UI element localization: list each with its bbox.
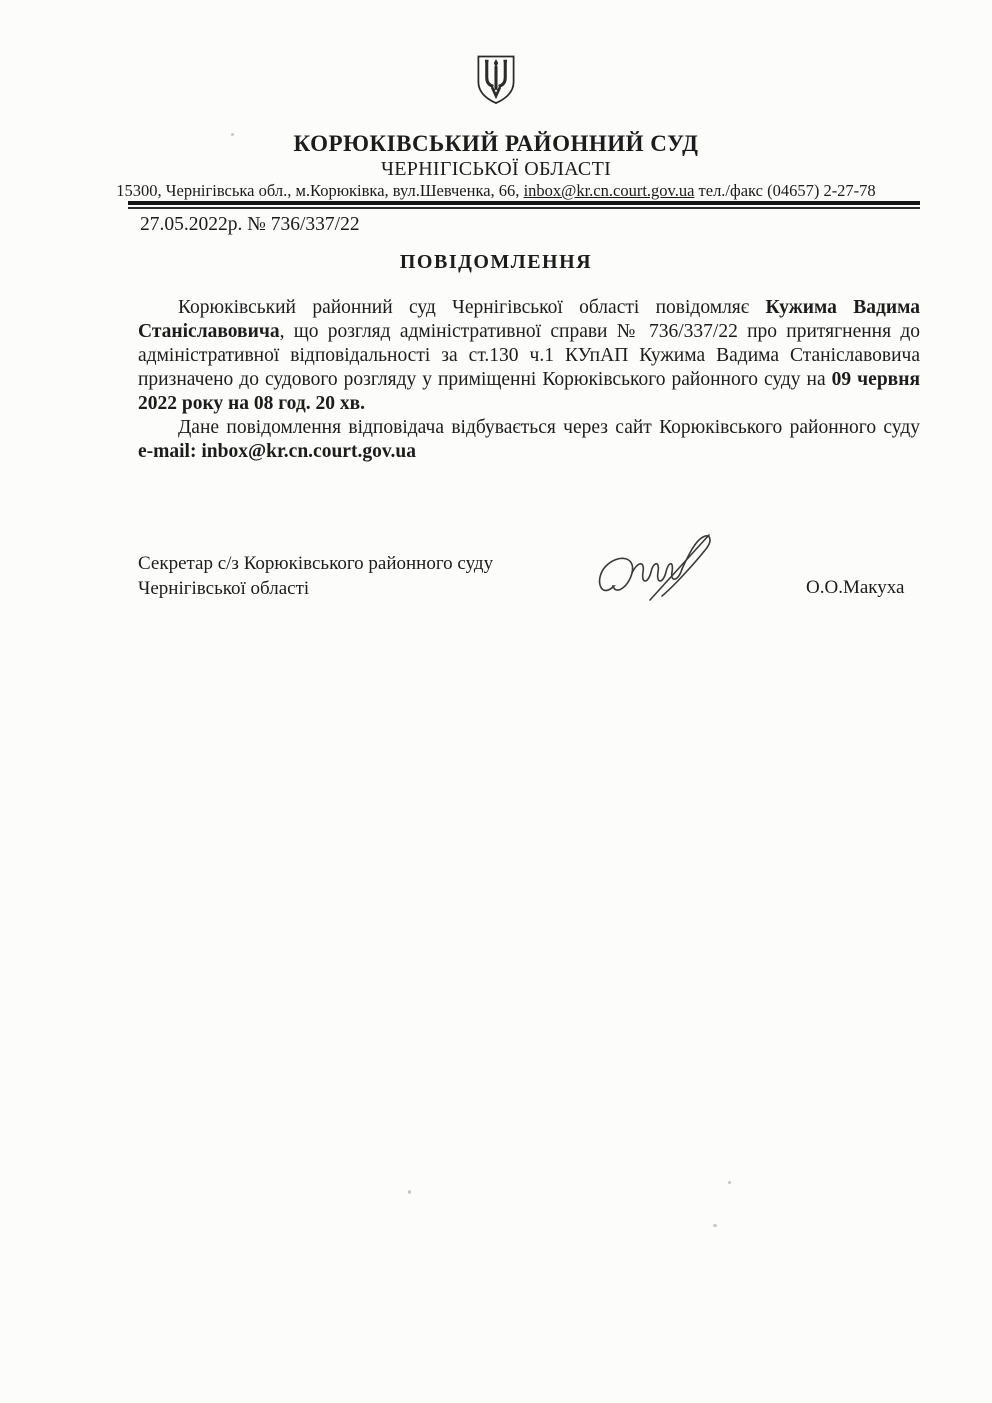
scan-speck bbox=[231, 133, 234, 136]
court-email: inbox@kr.cn.court.gov.ua bbox=[523, 181, 695, 200]
paragraph1-hearing-datetime: 09 червня 2022 року на 08 год. 20 хв. bbox=[138, 369, 920, 414]
divider-thin-line bbox=[128, 207, 920, 209]
court-region-heading: ЧЕРНІГІСЬКОЇ ОБЛАСТІ bbox=[380, 158, 612, 180]
paragraph1-run-0: Корюківський районний суд Чернігівської області повідомляє bbox=[178, 297, 766, 318]
notification-paragraph-1 bbox=[138, 296, 920, 416]
date-and-case-number: 27.05.2022р. № 736/337/22 bbox=[140, 214, 360, 235]
signatory-role-line1: Секретар с/з Корюківського районного суду bbox=[138, 553, 494, 574]
notification-paragraph-2 bbox=[138, 416, 920, 464]
handwritten-signature-image bbox=[592, 528, 732, 617]
document-body bbox=[138, 296, 920, 464]
address-text: 15300, Чернігівська обл., м.Корюківка, вул.Шевченка, 66, bbox=[116, 181, 524, 200]
signatory-name: О.О.Макуха bbox=[806, 577, 905, 598]
ukraine-trident-emblem-icon bbox=[474, 48, 518, 112]
signatory-role bbox=[138, 551, 493, 601]
court-name-heading: КОРЮКІВСЬКИЙ РАЙОННИЙ СУД bbox=[293, 131, 699, 156]
document-title: ПОВІДОМЛЕННЯ bbox=[399, 251, 593, 273]
emblem-container bbox=[0, 48, 992, 112]
paragraph1-defendant-name: Кужима Вадима Станіславовича bbox=[138, 297, 920, 342]
letterhead-divider-rule bbox=[128, 201, 920, 210]
scan-speck bbox=[713, 1224, 717, 1227]
scan-speck bbox=[728, 1181, 731, 1184]
signatory-role-line2: Чернігівської області bbox=[138, 578, 310, 599]
signature-ink-icon bbox=[592, 528, 732, 612]
paragraph2-run-0: Дане повідомлення відповідача відбувається через сайт Корюківського районного суду bbox=[178, 417, 920, 438]
paragraph2-email: e-mail: inbox@kr.cn.court.gov.ua bbox=[138, 441, 416, 462]
paragraph1-run-2: , що розгляд адміністративної справи № 736/337/22 про притягнення до адміністративної відповідальності за ст.130 ч.1 КУпАП Кужима Вадима Станіславовича призначено до судового розгляду у приміщенні Корюківського районного суду на bbox=[138, 321, 920, 390]
court-address-line bbox=[0, 181, 992, 201]
scan-speck bbox=[408, 1190, 411, 1194]
address-phone: тел./факс (04657) 2-27-78 bbox=[694, 181, 876, 200]
